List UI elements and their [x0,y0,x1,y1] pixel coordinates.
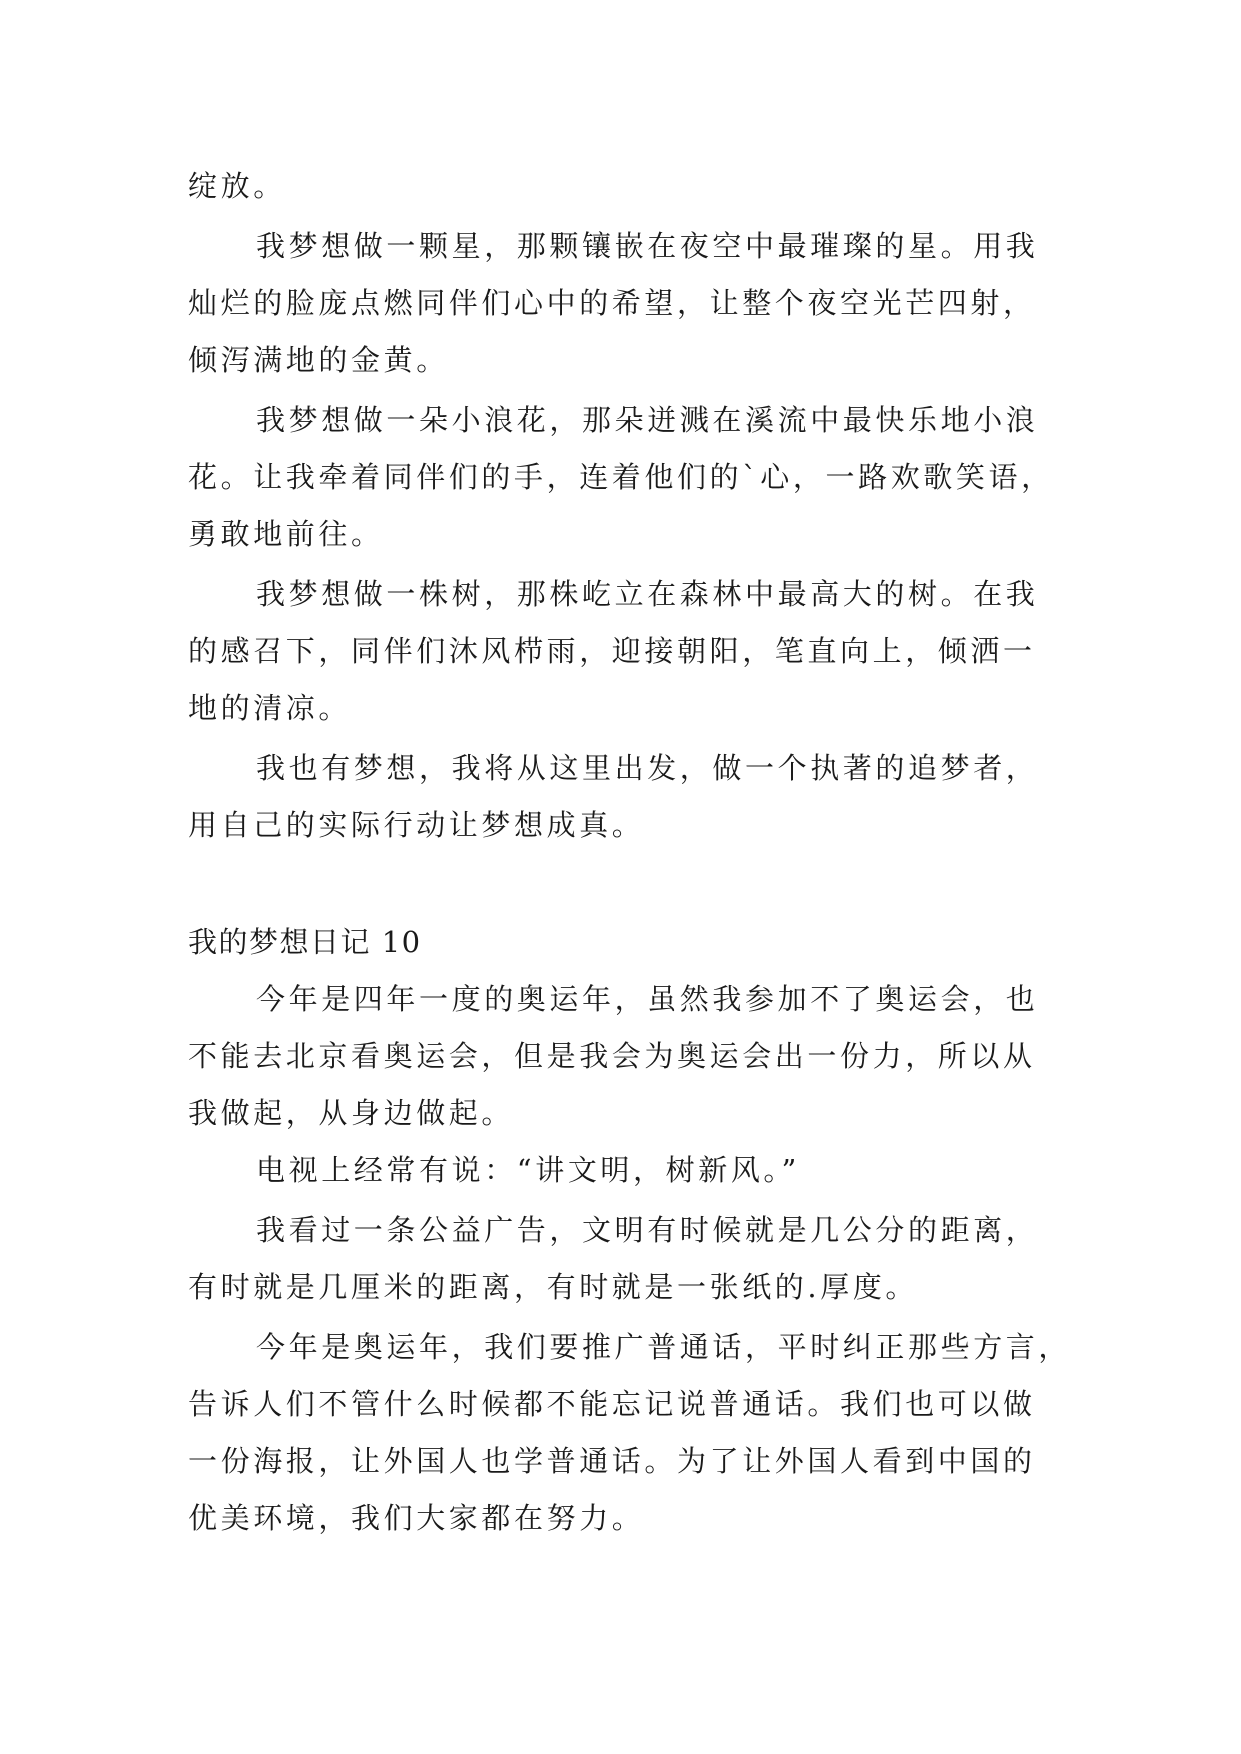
paragraph-line: 我也有梦想，我将从这里出发，做一个执著的追梦者， [256,751,1039,785]
paragraph-line: 的感召下，同伴们沐风栉雨，迎接朝阳，笔直向上，倾洒一 [188,634,1036,668]
paragraph-line: 倾泻满地的金黄。 [188,343,449,377]
paragraph-line: 用自己的实际行动让梦想成真。 [188,808,645,842]
paragraph-line: 地的清凉。 [188,691,352,725]
paragraph-line: 告诉人们不管什么时候都不能忘记说普通话。我们也可以做 [188,1387,1036,1421]
paragraph-line: 我梦想做一颗星，那颗镶嵌在夜空中最璀璨的星。用我 [256,229,1039,263]
paragraph-line: 一份海报，让外国人也学普通话。为了让外国人看到中国的 [188,1444,1036,1478]
paragraph-line: 我看过一条公益广告，文明有时候就是几公分的距离， [256,1213,1039,1247]
paragraph-line: 今年是四年一度的奥运年，虽然我参加不了奥运会，也 [256,982,1039,1016]
paragraph-line: 花。让我牵着同伴们的手，连着他们的`心，一路欢歌笑语， [188,460,1054,494]
paragraph-line: 勇敢地前往。 [188,517,384,551]
paragraph-line: 我梦想做一株树，那株屹立在森林中最高大的树。在我 [256,577,1039,611]
paragraph-line: 优美环境，我们大家都在努力。 [188,1501,645,1535]
paragraph-line: 电视上经常有说：“讲文明，树新风。” [256,1153,800,1187]
paragraph-line: 今年是奥运年，我们要推广普通话，平时纠正那些方言， [256,1330,1072,1364]
paragraph-line: 有时就是几厘米的距离，有时就是一张纸的.厚度。 [188,1270,919,1304]
paragraph-line: 灿烂的脸庞点燃同伴们心中的希望，让整个夜空光芒四射， [188,286,1036,320]
paragraph-line: 不能去北京看奥运会，但是我会为奥运会出一份力，所以从 [188,1039,1036,1073]
paragraph-line: 我梦想做一朵小浪花，那朵迸溅在溪流中最快乐地小浪 [256,403,1039,437]
section-heading: 我的梦想日记 10 [188,925,422,959]
paragraph-line: 我做起，从身边做起。 [188,1096,515,1130]
paragraph-line: 绽放。 [188,169,286,203]
